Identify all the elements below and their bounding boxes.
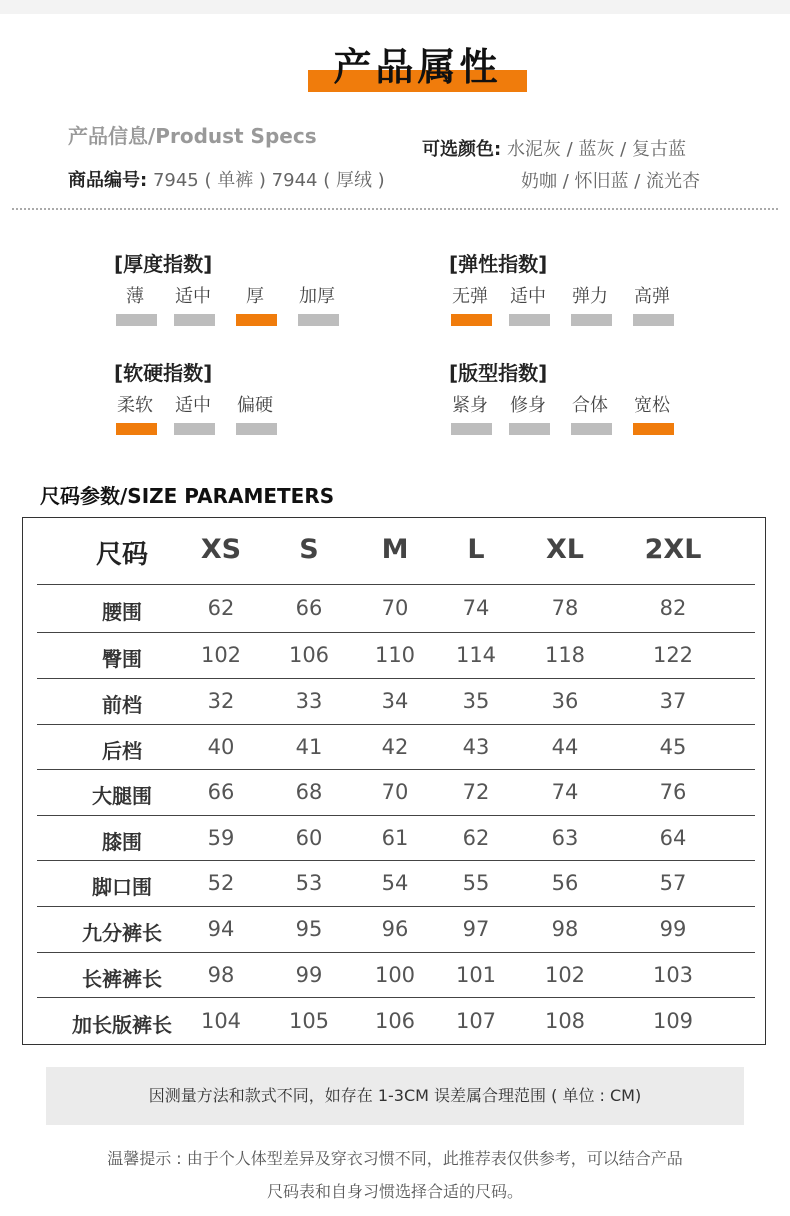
table-row [37, 815, 755, 861]
table-cell: 95 [295, 917, 323, 941]
index-title: [版型指数] [449, 361, 548, 385]
table-cell: 52 [207, 871, 235, 895]
index-bar [571, 423, 612, 435]
index-option: 高弹 [634, 286, 670, 307]
product-code-label: 商品编号: [68, 170, 148, 191]
row-label: 后档 [102, 739, 142, 763]
size-table [22, 517, 766, 1045]
size-heading: 尺码参数/SIZE PARAMETERS [40, 484, 335, 508]
size-col-header: L [467, 534, 485, 565]
table-cell: 99 [295, 963, 323, 987]
table-cell: 34 [381, 689, 409, 713]
table-row [37, 769, 755, 816]
index-bar [174, 314, 215, 326]
index-bar [116, 314, 157, 326]
index-bar-selected [451, 314, 492, 326]
index-option: 修身 [510, 395, 546, 416]
index-option: 加厚 [299, 286, 335, 307]
table-cell: 108 [544, 1009, 586, 1033]
table-cell: 96 [381, 917, 409, 941]
table-cell: 98 [207, 963, 235, 987]
table-cell: 98 [551, 917, 579, 941]
table-cell: 64 [659, 826, 687, 850]
table-row [37, 952, 755, 998]
table-cell: 57 [659, 871, 687, 895]
table-cell: 118 [544, 643, 586, 667]
table-cell: 78 [551, 596, 579, 620]
table-cell: 122 [652, 643, 694, 667]
table-cell: 102 [544, 963, 586, 987]
table-cell: 74 [462, 596, 490, 620]
top-band [0, 0, 790, 14]
index-title: [厚度指数] [114, 252, 213, 276]
index-fit [449, 357, 689, 447]
index-bar [236, 423, 277, 435]
color-label: 可选颜色: [422, 139, 502, 160]
table-cell: 36 [551, 689, 579, 713]
size-col-header: XS [200, 534, 242, 565]
index-bar [509, 423, 550, 435]
index-bar [509, 314, 550, 326]
table-cell: 76 [659, 780, 687, 804]
row-label: 脚口围 [92, 875, 152, 899]
index-option: 合体 [572, 395, 608, 416]
measurement-note: 因测量方法和款式不同，如存在 1-3CM 误差属合理范围 ( 单位 : CM) [46, 1067, 744, 1125]
table-cell: 32 [207, 689, 235, 713]
table-cell: 33 [295, 689, 323, 713]
table-cell: 68 [295, 780, 323, 804]
index-option: 薄 [126, 286, 144, 307]
table-row [37, 906, 755, 953]
tip-line-1: 温馨提示 : 由于个人体型差异及穿衣习惯不同，此推荐表仅供参考，可以结合产品 [107, 1149, 683, 1168]
table-cell: 70 [381, 780, 409, 804]
index-elasticity [449, 248, 689, 338]
product-code-value: 7945 ( 单裤 ) 7944 ( 厚绒 ) [152, 170, 385, 191]
row-label: 大腿围 [92, 784, 152, 808]
table-cell: 54 [381, 871, 409, 895]
table-cell: 102 [200, 643, 242, 667]
index-option: 偏硬 [237, 395, 273, 416]
table-cell: 104 [200, 1009, 242, 1033]
table-row [37, 860, 755, 907]
table-cell: 103 [652, 963, 694, 987]
index-title: [弹性指数] [449, 252, 548, 276]
table-row [37, 632, 755, 679]
table-cell: 53 [295, 871, 323, 895]
index-option: 柔软 [117, 395, 153, 416]
index-softness [114, 357, 354, 447]
size-col-header: XL [545, 534, 585, 565]
index-bar-selected [236, 314, 277, 326]
table-cell: 100 [374, 963, 416, 987]
size-col-header: S [299, 534, 319, 565]
index-option: 紧身 [452, 395, 488, 416]
table-cell: 35 [462, 689, 490, 713]
index-bar [633, 314, 674, 326]
table-cell: 114 [455, 643, 497, 667]
table-cell: 105 [288, 1009, 330, 1033]
table-cell: 110 [374, 643, 416, 667]
table-cell: 62 [207, 596, 235, 620]
row-label: 长裤裤长 [82, 967, 162, 991]
table-cell: 55 [462, 871, 490, 895]
size-col-label: 尺码 [95, 540, 149, 570]
index-title: [软硬指数] [114, 361, 213, 385]
size-col-header: M [381, 534, 409, 565]
index-option: 厚 [246, 286, 264, 307]
table-row [37, 584, 755, 633]
info-heading: 产品信息/Produst Specs [68, 124, 317, 148]
size-col-header: 2XL [644, 534, 702, 565]
table-cell: 94 [207, 917, 235, 941]
table-cell: 63 [551, 826, 579, 850]
page-title: 产品属性 [333, 45, 502, 89]
dotted-divider [12, 208, 778, 210]
table-cell: 70 [381, 596, 409, 620]
table-cell: 62 [462, 826, 490, 850]
color-line-1: 水泥灰 / 蓝灰 / 复古蓝 [506, 139, 686, 160]
color-options [422, 134, 700, 198]
index-option: 适中 [510, 286, 546, 307]
tip [40, 1142, 750, 1208]
index-option: 宽松 [634, 395, 670, 416]
table-cell: 106 [374, 1009, 416, 1033]
index-bar [174, 423, 215, 435]
table-cell: 42 [381, 735, 409, 759]
table-cell: 56 [551, 871, 579, 895]
row-label: 前档 [102, 693, 142, 717]
table-cell: 101 [455, 963, 497, 987]
table-cell: 43 [462, 735, 490, 759]
index-thickness [114, 248, 354, 338]
table-cell: 107 [455, 1009, 497, 1033]
table-cell: 72 [462, 780, 490, 804]
table-cell: 66 [207, 780, 235, 804]
table-cell: 61 [381, 826, 409, 850]
index-bar [298, 314, 339, 326]
table-cell: 97 [462, 917, 490, 941]
index-option: 弹力 [572, 286, 608, 307]
index-option: 无弹 [452, 286, 488, 307]
index-option: 适中 [175, 395, 211, 416]
product-code [68, 166, 385, 192]
index-bar-selected [116, 423, 157, 435]
row-label: 九分裤长 [82, 921, 162, 945]
table-row [37, 997, 755, 1045]
index-bar [451, 423, 492, 435]
table-cell: 82 [659, 596, 687, 620]
table-cell: 99 [659, 917, 687, 941]
table-cell: 45 [659, 735, 687, 759]
table-row [37, 724, 755, 770]
table-cell: 106 [288, 643, 330, 667]
table-cell: 41 [295, 735, 323, 759]
table-cell: 74 [551, 780, 579, 804]
row-label: 腰围 [102, 600, 142, 624]
size-table-header [23, 518, 765, 584]
index-bar [571, 314, 612, 326]
table-cell: 66 [295, 596, 323, 620]
table-cell: 44 [551, 735, 579, 759]
table-row [37, 678, 755, 725]
table-cell: 40 [207, 735, 235, 759]
index-option: 适中 [175, 286, 211, 307]
section-title [308, 44, 527, 94]
table-cell: 37 [659, 689, 687, 713]
row-label: 加长版裤长 [72, 1013, 172, 1037]
index-bar-selected [633, 423, 674, 435]
table-cell: 109 [652, 1009, 694, 1033]
row-label: 膝围 [102, 830, 142, 854]
tip-line-2: 尺码表和自身习惯选择合适的尺码。 [266, 1182, 523, 1201]
table-cell: 60 [295, 826, 323, 850]
color-line-2: 奶咖 / 怀旧蓝 / 流光杏 [521, 171, 701, 192]
row-label: 臀围 [102, 647, 142, 671]
table-cell: 59 [207, 826, 235, 850]
